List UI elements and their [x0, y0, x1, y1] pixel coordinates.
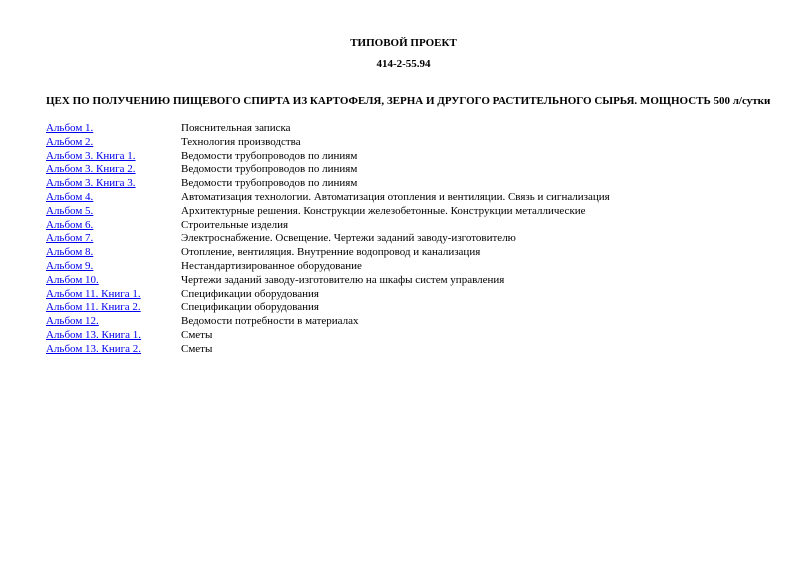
album-description: Ведомости потребности в материалах: [181, 315, 359, 328]
list-item: [46, 329, 766, 343]
album-link[interactable]: Альбом 6.: [46, 218, 94, 231]
album-link[interactable]: Альбом 11. Книга 1.: [46, 287, 141, 300]
album-description: Ведомости трубопроводов по линиям: [181, 177, 358, 190]
album-link[interactable]: Альбом 3. Книга 2.: [46, 163, 136, 176]
list-item: [46, 246, 766, 260]
album-link[interactable]: Альбом 13. Книга 1.: [46, 328, 142, 341]
album-link[interactable]: Альбом 5.: [46, 204, 94, 217]
album-link[interactable]: Альбом 10.: [46, 273, 99, 286]
album-description: Пояснительная записка: [181, 122, 291, 134]
album-description: Ведомости трубопроводов по линиям: [181, 149, 358, 162]
album-link[interactable]: Альбом 12.: [46, 315, 99, 328]
album-description: Технология производства: [181, 135, 301, 148]
list-item: [46, 315, 766, 329]
album-description: Сметы: [181, 342, 213, 355]
project-code: 414-2-55.94: [376, 58, 431, 70]
list-item: [46, 232, 766, 246]
list-item: [46, 163, 766, 177]
list-item: [46, 177, 766, 191]
album-link[interactable]: Альбом 13. Книга 2.: [46, 342, 142, 355]
album-link[interactable]: Альбом 3. Книга 3.: [46, 177, 136, 190]
album-description: Сметы: [181, 328, 213, 341]
album-link[interactable]: Альбом 7.: [46, 232, 94, 245]
album-description: Спецификации оборудования: [181, 287, 319, 300]
project-type-title: ТИПОВОЙ ПРОЕКТ: [350, 37, 457, 49]
list-item: [46, 301, 766, 315]
album-description: Архитектурные решения. Конструкции железобетонные. Конструкции металлические: [181, 204, 586, 217]
album-description: Строительные изделия: [181, 218, 289, 231]
album-list: [46, 122, 766, 357]
list-item: [46, 136, 766, 150]
album-link[interactable]: Альбом 11. Книга 2.: [46, 301, 141, 314]
project-subtitle: ЦЕХ ПО ПОЛУЧЕНИЮ ПИЩЕВОГО СПИРТА ИЗ КАРТОФЕЛЯ, ЗЕРНА И ДРУГОГО РАСТИТЕЛЬНОГО СЫРЬЯ. МОЩНОСТЬ 500 л/сутки: [46, 95, 771, 107]
list-item: [46, 205, 766, 219]
list-item: [46, 150, 766, 164]
album-link[interactable]: Альбом 4.: [46, 190, 94, 203]
list-item: [46, 260, 766, 274]
list-item: [46, 191, 766, 205]
album-description: Ведомости трубопроводов по линиям: [181, 163, 358, 176]
list-item: [46, 219, 766, 233]
album-description: Нестандартизированное оборудование: [181, 259, 362, 272]
album-link[interactable]: Альбом 2.: [46, 135, 94, 148]
album-link[interactable]: Альбом 1.: [46, 122, 94, 134]
album-link[interactable]: Альбом 8.: [46, 246, 94, 259]
album-description: Чертежи заданий заводу-изготовителю на шкафы систем управления: [181, 273, 505, 286]
album-description: Автоматизация технологии. Автоматизация отопления и вентиляции. Связь и сигнализация: [181, 190, 610, 203]
album-description: Отопление, вентиляция. Внутренние водопровод и канализация: [181, 246, 481, 259]
list-item: [46, 122, 766, 136]
album-description: Спецификации оборудования: [181, 301, 319, 314]
list-item: [46, 343, 766, 357]
album-link[interactable]: Альбом 3. Книга 1.: [46, 149, 136, 162]
list-item: [46, 274, 766, 288]
album-description: Электроснабжение. Освещение. Чертежи заданий заводу-изготовителю: [181, 232, 516, 245]
list-item: [46, 288, 766, 302]
album-link[interactable]: Альбом 9.: [46, 259, 94, 272]
